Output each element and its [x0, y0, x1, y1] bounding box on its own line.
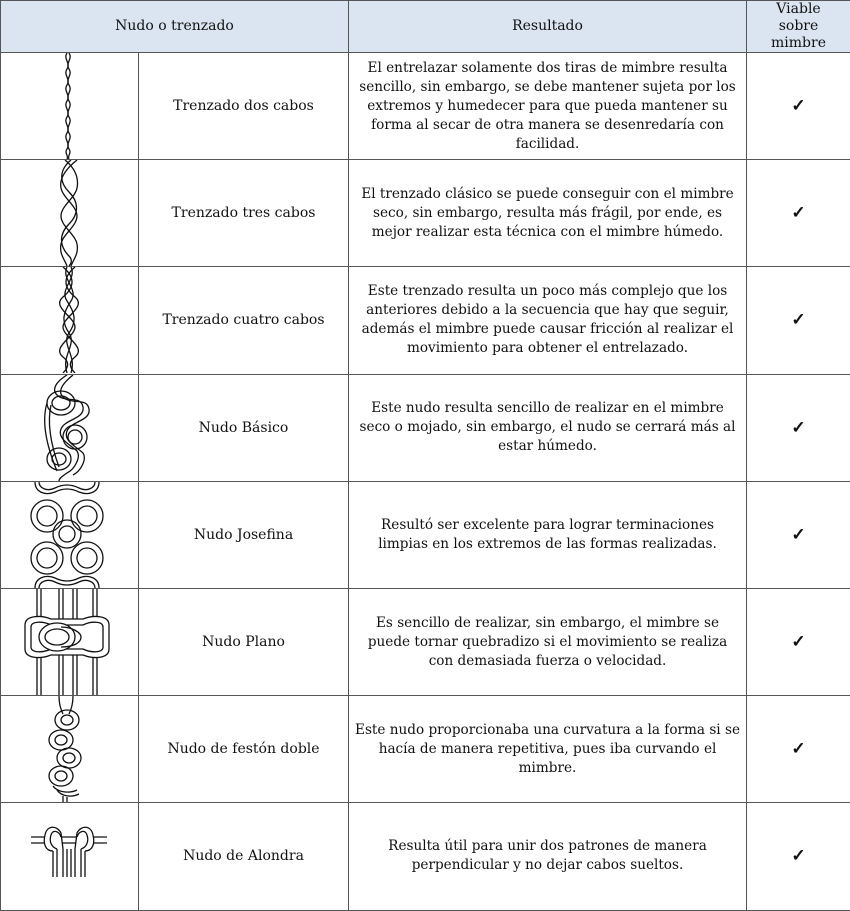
header-viable: Viable sobre mimbre — [747, 1, 850, 53]
viable-check: ✓ — [747, 53, 850, 160]
viable-check: ✓ — [747, 374, 850, 481]
result-text: Este nudo proporcionaba una curvatura a la forma si se hacía de manera repetitiva, pues iba curvando el mimbre. — [349, 696, 747, 803]
table-row — [1, 588, 850, 695]
josephine-knot-illustration — [1, 481, 139, 588]
viable-check: ✓ — [747, 803, 850, 910]
table-header-row — [1, 1, 850, 53]
basic-knot-illustration — [1, 374, 139, 481]
knot-name: Trenzado dos cabos — [139, 53, 349, 160]
header-knot: Nudo o trenzado — [1, 1, 349, 53]
table-row — [1, 374, 850, 481]
three-strand-braid-illustration — [1, 160, 139, 267]
viable-check: ✓ — [747, 588, 850, 695]
knot-name: Trenzado cuatro cabos — [139, 267, 349, 374]
lark-knot-illustration — [1, 803, 139, 910]
table-row — [1, 160, 850, 267]
two-strand-braid-illustration — [1, 53, 139, 160]
table-row — [1, 53, 850, 160]
knot-name: Nudo de Alondra — [139, 803, 349, 910]
result-text: Resultó ser excelente para lograr terminaciones limpias en los extremos de las formas realizadas. — [349, 481, 747, 588]
knot-name: Nudo Básico — [139, 374, 349, 481]
result-text: El entrelazar solamente dos tiras de mimbre resulta sencillo, sin embargo, se debe mantener sujeta por los extremos y humedecer para que pueda mantener su forma al secar de otra manera se desenredaría con facilidad. — [349, 53, 747, 160]
four-strand-braid-illustration — [1, 267, 139, 374]
viable-check: ✓ — [747, 481, 850, 588]
table-row — [1, 267, 850, 374]
result-text: Resulta útil para unir dos patrones de manera perpendicular y no dejar cabos sueltos. — [349, 803, 747, 910]
header-result: Resultado — [349, 1, 747, 53]
knot-name: Nudo Plano — [139, 588, 349, 695]
table-row — [1, 696, 850, 803]
square-knot-illustration — [1, 588, 139, 695]
knot-name: Nudo de festón doble — [139, 696, 349, 803]
result-text: El trenzado clásico se puede conseguir con el mimbre seco, sin embargo, resulta más frágil, por ende, es mejor realizar esta técnica con el mimbre húmedo. — [349, 160, 747, 267]
table-row — [1, 481, 850, 588]
knot-name: Nudo Josefina — [139, 481, 349, 588]
viable-check: ✓ — [747, 267, 850, 374]
double-festoon-knot-illustration — [1, 696, 139, 803]
viable-check: ✓ — [747, 696, 850, 803]
result-text: Es sencillo de realizar, sin embargo, el mimbre se puede tornar quebradizo si el movimiento se realiza con demasiada fuerza o velocidad. — [349, 588, 747, 695]
viable-check: ✓ — [747, 160, 850, 267]
table-row — [1, 803, 850, 910]
knot-name: Trenzado tres cabos — [139, 160, 349, 267]
result-text: Este nudo resulta sencillo de realizar en el mimbre seco o mojado, sin embargo, el nudo se cerrará más al estar húmedo. — [349, 374, 747, 481]
result-text: Este trenzado resulta un poco más complejo que los anteriores debido a la secuencia que hay que seguir, además el mimbre puede causar fricción al realizar el movimiento para obtener el entrelazado. — [349, 267, 747, 374]
